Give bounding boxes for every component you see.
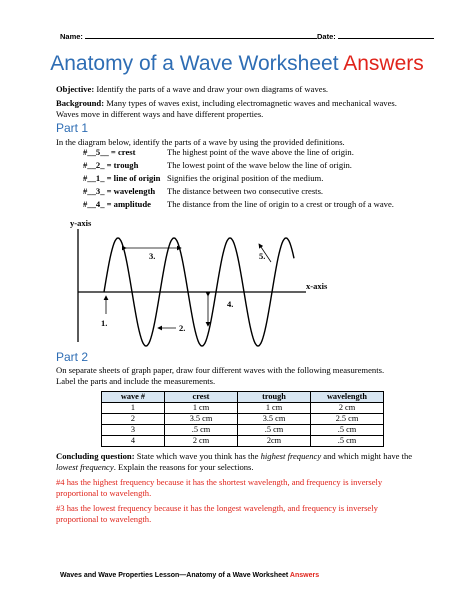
- conclusion-em-b: lowest frequency: [56, 461, 114, 472]
- def-desc-amplitude: The distance from the line of origin to a crest or trough of a wave.: [167, 199, 394, 209]
- conclusion-text-c: . Explain the reasons for your selections.: [113, 461, 254, 472]
- page-title: [0, 52, 474, 76]
- objective-paragraph: [56, 84, 426, 95]
- table-header: crest: [165, 392, 238, 403]
- answer-lowest-line2: proportional to wavelength.: [56, 514, 152, 524]
- def-desc-wavelength: The distance between two consecutive crests.: [167, 186, 324, 196]
- background-paragraph: [56, 98, 426, 119]
- table-cell: .5 cm: [165, 425, 238, 436]
- date-line: [338, 31, 434, 39]
- answer-highest-line2: proportional to wavelength.: [56, 488, 152, 498]
- conclusion-text-a: State which wave you think has the: [136, 451, 259, 461]
- diagram-label-4: 4.: [227, 299, 234, 309]
- part2-intro: [56, 365, 426, 386]
- table-cell: 1 cm: [238, 403, 311, 414]
- conclusion-em-a: highest frequency: [260, 451, 322, 461]
- y-axis-label: y-axis: [70, 218, 92, 228]
- conclusion-text-b: and which might have the: [323, 451, 413, 461]
- concluding-question: [56, 451, 426, 472]
- answer-lowest: [56, 503, 426, 525]
- def-desc-trough: The lowest point of the wave below the line of origin.: [167, 160, 352, 170]
- table-cell: 2 cm: [165, 436, 238, 447]
- answer-lowest-line1: #3 has the lowest frequency because it has the longest wavelength, and frequency is inversely: [56, 503, 378, 513]
- background-line1: Many types of waves exist, including electromagnetic waves and mechanical waves.: [106, 98, 397, 108]
- part2-intro-line2: Label the parts and include the measurements.: [56, 375, 216, 386]
- name-label: Name:: [60, 32, 83, 41]
- table-row: [102, 403, 384, 414]
- date-field: [317, 31, 434, 41]
- table-row: [102, 414, 384, 425]
- def-term-origin: #__1_ = line of origin: [83, 173, 161, 183]
- measurements-table: [101, 391, 384, 447]
- table-cell: 3: [102, 425, 165, 436]
- x-axis-label: x-axis: [306, 281, 328, 291]
- table-cell: 2cm: [238, 436, 311, 447]
- table-cell: 4: [102, 436, 165, 447]
- table-cell: 2: [102, 414, 165, 425]
- background-line2: Waves move in different ways and have different properties.: [56, 108, 264, 119]
- table-header: wavelength: [311, 392, 384, 403]
- name-field: [60, 31, 317, 41]
- def-term-wavelength: #__3_ = wavelength: [83, 186, 156, 196]
- footer-accent: Answers: [289, 572, 320, 579]
- diagram-label-1: 1.: [101, 318, 108, 328]
- table-cell: .5 cm: [311, 436, 384, 447]
- part1-heading: Part 1: [56, 121, 89, 135]
- page-footer: [60, 572, 319, 579]
- diagram-label-5: 5.: [259, 251, 266, 261]
- objective-label: Objective:: [56, 84, 95, 94]
- answer-highest-line1: #4 has the highest frequency because it has the shortest wavelength, and frequency is inversely: [56, 477, 383, 487]
- date-label: Date:: [317, 32, 336, 41]
- table-cell: .5 cm: [311, 425, 384, 436]
- part2-intro-line1: On separate sheets of graph paper, draw four different waves with the following measurements.: [56, 365, 385, 375]
- table-header: trough: [238, 392, 311, 403]
- wave-diagram: [56, 214, 356, 349]
- diagram-label-3: 3.: [149, 251, 156, 261]
- def-desc-crest: The highest point of the wave above the line of origin.: [167, 147, 354, 157]
- diagram-label-2: 2.: [179, 323, 186, 333]
- def-term-amplitude: #__4_ = amplitude: [83, 199, 151, 209]
- table-cell: 3.5 cm: [238, 414, 311, 425]
- def-term-trough: #__2_ = trough: [83, 160, 139, 170]
- answer-highest: [56, 477, 426, 499]
- name-line: [85, 31, 317, 39]
- title-accent: Answers: [343, 52, 424, 75]
- table-header: wave #: [102, 392, 165, 403]
- footer-text: Waves and Wave Properties Lesson—Anatomy of a Wave Worksheet: [60, 572, 289, 579]
- conclusion-label: Concluding question:: [56, 451, 135, 461]
- table-cell: 1: [102, 403, 165, 414]
- part1-intro: In the diagram below, identify the parts of a wave by using the provided definitions.: [56, 137, 345, 147]
- background-label: Background:: [56, 98, 105, 108]
- table-cell: .5 cm: [238, 425, 311, 436]
- part2-heading: Part 2: [56, 350, 89, 364]
- def-term-crest: #__5__ = crest: [83, 147, 136, 157]
- table-row: [102, 425, 384, 436]
- objective-text: Identify the parts of a wave and draw your own diagrams of waves.: [96, 84, 329, 94]
- table-cell: 2 cm: [311, 403, 384, 414]
- table-cell: 3.5 cm: [165, 414, 238, 425]
- table-header-row: [102, 392, 384, 403]
- def-desc-origin: Signifies the original position of the medium.: [167, 173, 324, 183]
- table-cell: 2.5 cm: [311, 414, 384, 425]
- table-cell: 1 cm: [165, 403, 238, 414]
- table-row: [102, 436, 384, 447]
- title-main: Anatomy of a Wave Worksheet: [50, 52, 339, 75]
